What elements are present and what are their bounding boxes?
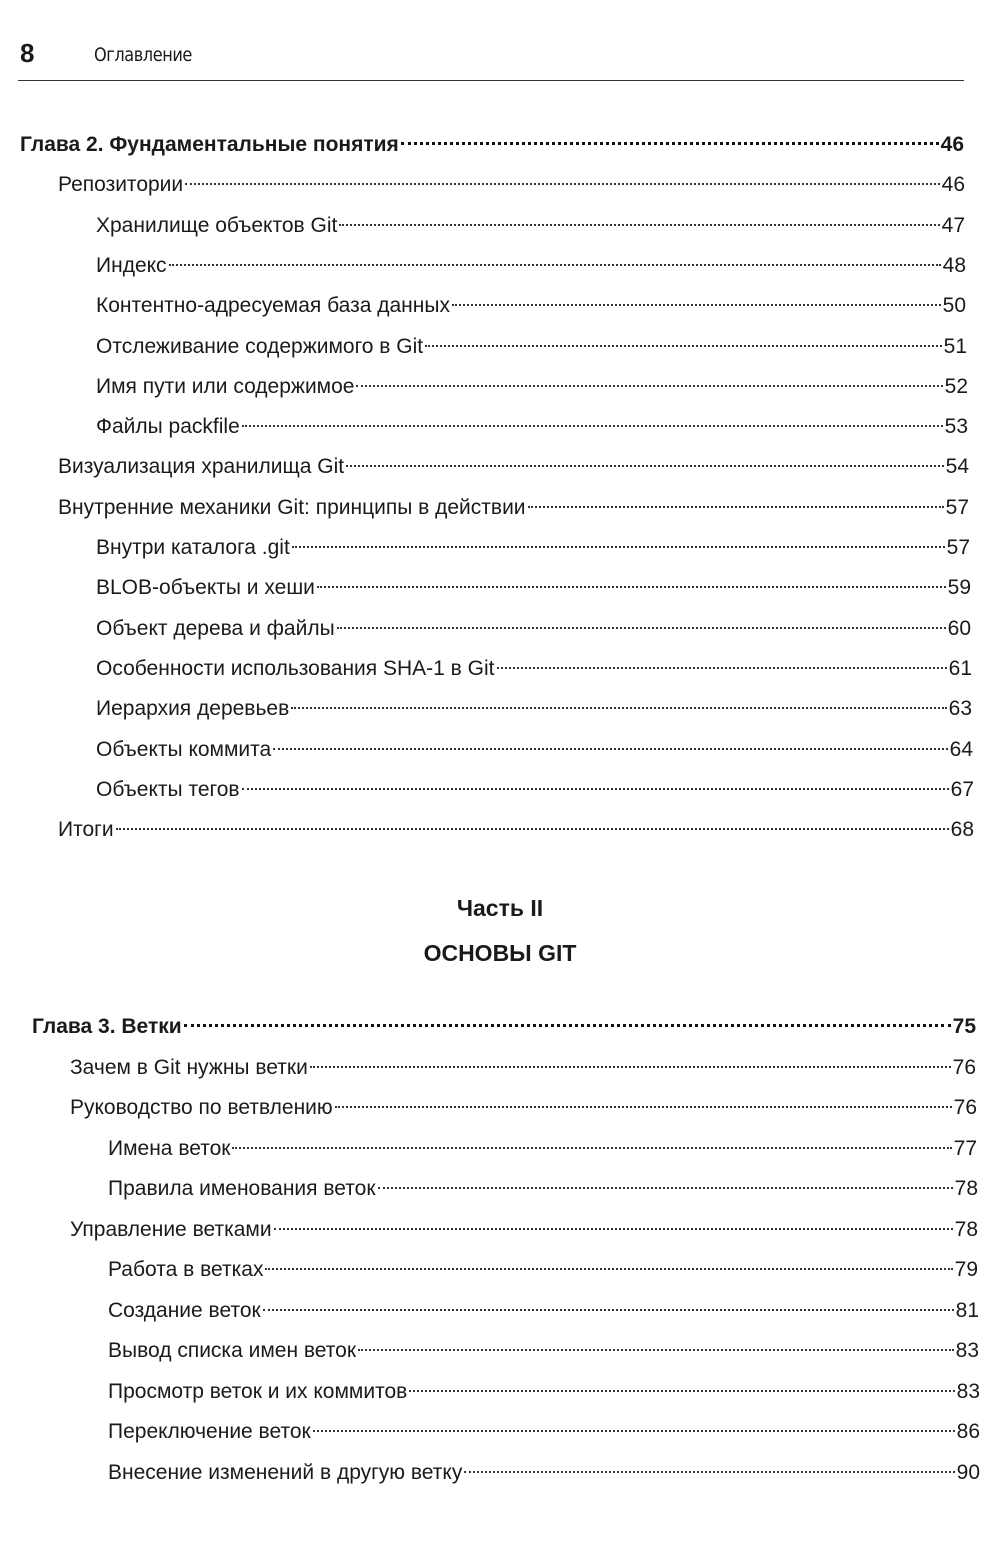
toc-entry-title: BLOB-объекты и хеши [96,576,315,600]
dot-leader [242,788,949,790]
toc-entry-page: 77 [953,1136,977,1160]
dot-leader [232,1147,951,1149]
toc-entry-page: 78 [954,1217,978,1241]
toc-entry-page: 78 [954,1177,978,1200]
toc-entry-page: 64 [949,737,973,761]
toc-entry-title: Просмотр веток и их коммитов [108,1379,408,1403]
toc-entry [58,491,969,525]
dot-leader [358,1349,954,1351]
toc-entry [96,733,973,767]
toc-entry-title: Правила именования веток [108,1177,376,1200]
dot-leader [425,345,942,347]
toc-entry [96,612,971,646]
toc-entry-title: Объекты тегов [96,777,240,801]
toc-entry-page: 53 [944,415,968,439]
dot-leader [317,586,946,588]
dot-leader [528,506,944,508]
toc-entry [108,1334,979,1368]
running-head [18,36,964,81]
toc-entry [58,450,969,484]
toc-entry-page: 50 [942,294,966,318]
toc-entry-title: Управление ветками [70,1217,272,1241]
dot-leader [339,224,939,226]
dot-leader [265,1268,952,1270]
toc-entry-title: Руководство по ветвлению [70,1096,333,1119]
toc-entry-title: Контентно-адресуемая база данных [96,294,450,318]
dot-leader [242,425,943,427]
toc-entry-title: Создание веток [108,1298,261,1322]
toc-entry [96,773,974,807]
dot-leader [378,1187,953,1189]
toc-entry-page: 48 [942,253,966,277]
toc-entry-page: 51 [943,334,967,358]
toc-entry-page: 83 [956,1379,980,1403]
part-title: ОСНОВЫ GIT [423,940,577,966]
toc-entry [96,370,968,404]
toc-entry [70,1213,978,1247]
toc-chapter-entry [32,1010,976,1044]
toc-entry-page: 47 [941,213,965,237]
toc-entry-title: Индекс [96,253,167,277]
toc-entry-title: Хранилище объектов Git [96,213,338,237]
toc-entry-page: 86 [956,1420,980,1443]
toc-entry [70,1051,976,1085]
toc-entry [96,289,966,323]
toc-entry-page: 52 [944,374,968,398]
dot-leader [464,1471,954,1473]
toc-entry [70,1091,977,1125]
toc-entry-page: 46 [941,173,965,197]
toc-entry [108,1253,978,1287]
toc-entry [96,410,968,444]
toc-entry [108,1375,980,1409]
toc-entry [108,1456,980,1490]
toc-entry-title: Итоги [58,818,114,842]
toc-entry [96,531,970,565]
toc-entry [58,813,974,847]
toc-entry-title: Отслеживание содержимого в Git [96,334,424,358]
toc-entry-page: 67 [950,777,974,801]
dot-leader [291,707,946,709]
toc-entry-page: 54 [945,455,969,479]
toc-entry-page: 76 [953,1096,977,1119]
toc-entry [96,249,966,283]
toc-entry-page: 90 [956,1460,980,1484]
toc-entry-page: 61 [948,656,972,680]
dot-leader [263,1309,954,1311]
toc-entry-title: Зачем в Git нужны ветки [70,1055,308,1079]
toc-entry-title: Глава 3. Ветки [32,1015,182,1038]
toc-entry [96,692,972,726]
toc-entry-title: Репозитории [58,173,184,197]
dot-leader [273,748,947,750]
toc-entry-title: Переключение веток [108,1420,311,1443]
toc-entry-title: Внесение изменений в другую ветку [108,1460,463,1484]
dot-leader [401,142,939,145]
toc-entry-title: Визуализация хранилища Git [58,455,345,479]
dot-leader [346,465,944,467]
toc-entry-title: Объекты коммита [96,737,272,761]
toc-entry-page: 57 [946,536,970,559]
dot-leader [292,546,945,548]
dot-leader [169,264,941,266]
toc-entry-title: Внутри каталога .git [96,536,290,559]
toc-entry-page: 60 [947,616,971,640]
page-number: 8 [20,38,35,68]
toc-entry [58,168,965,202]
dot-leader [116,828,949,830]
dot-leader [274,1228,953,1230]
dot-leader [313,1430,955,1432]
dot-leader [184,1024,951,1027]
dot-leader [335,1106,952,1108]
toc-entry-title: Имя пути или содержимое [96,374,355,398]
toc-entry [96,571,971,605]
toc-entry [108,1172,978,1206]
toc-entry-title: Вывод списка имен веток [108,1339,357,1362]
dot-leader [497,667,947,669]
dot-leader [409,1390,954,1392]
toc-entry-title: Иерархия деревьев [96,697,290,721]
running-title: Оглавление [94,44,192,66]
toc-entry [108,1294,979,1328]
toc-entry [96,330,967,364]
dot-leader [356,385,942,387]
dot-leader [337,627,946,629]
toc-entry-title: Особенности использования SHA-1 в Git [96,656,495,680]
toc-entry [96,652,972,686]
toc-chapter-entry [20,128,964,162]
toc-entry-title: Файлы packfile [96,415,240,439]
dot-leader [452,304,941,306]
toc-entry-page: 83 [955,1339,979,1362]
toc-entry-page: 75 [952,1015,976,1038]
toc-entry-title: Внутренние механики Git: принципы в действии [58,495,526,519]
dot-leader [310,1066,951,1068]
toc-entry-page: 46 [940,133,964,156]
toc-entry-title: Имена веток [108,1136,231,1160]
toc-entry-title: Работа в ветках [108,1258,264,1281]
part-label: Часть II [456,895,544,921]
toc-entry-page: 76 [952,1055,976,1079]
toc-entry-page: 81 [955,1298,979,1322]
toc-entry-page: 79 [954,1258,978,1281]
dot-leader [185,183,940,185]
toc-entry [108,1415,980,1449]
toc-entry [96,209,965,243]
toc-entry [108,1132,977,1166]
toc-entry-title: Объект дерева и файлы [96,616,335,640]
toc-entry-page: 59 [947,576,971,600]
toc-entry-page: 68 [950,818,974,842]
toc-entry-page: 57 [945,495,969,519]
toc-entry-title: Глава 2. Фундаментальные понятия [20,133,399,156]
toc-entry-page: 63 [948,697,972,721]
